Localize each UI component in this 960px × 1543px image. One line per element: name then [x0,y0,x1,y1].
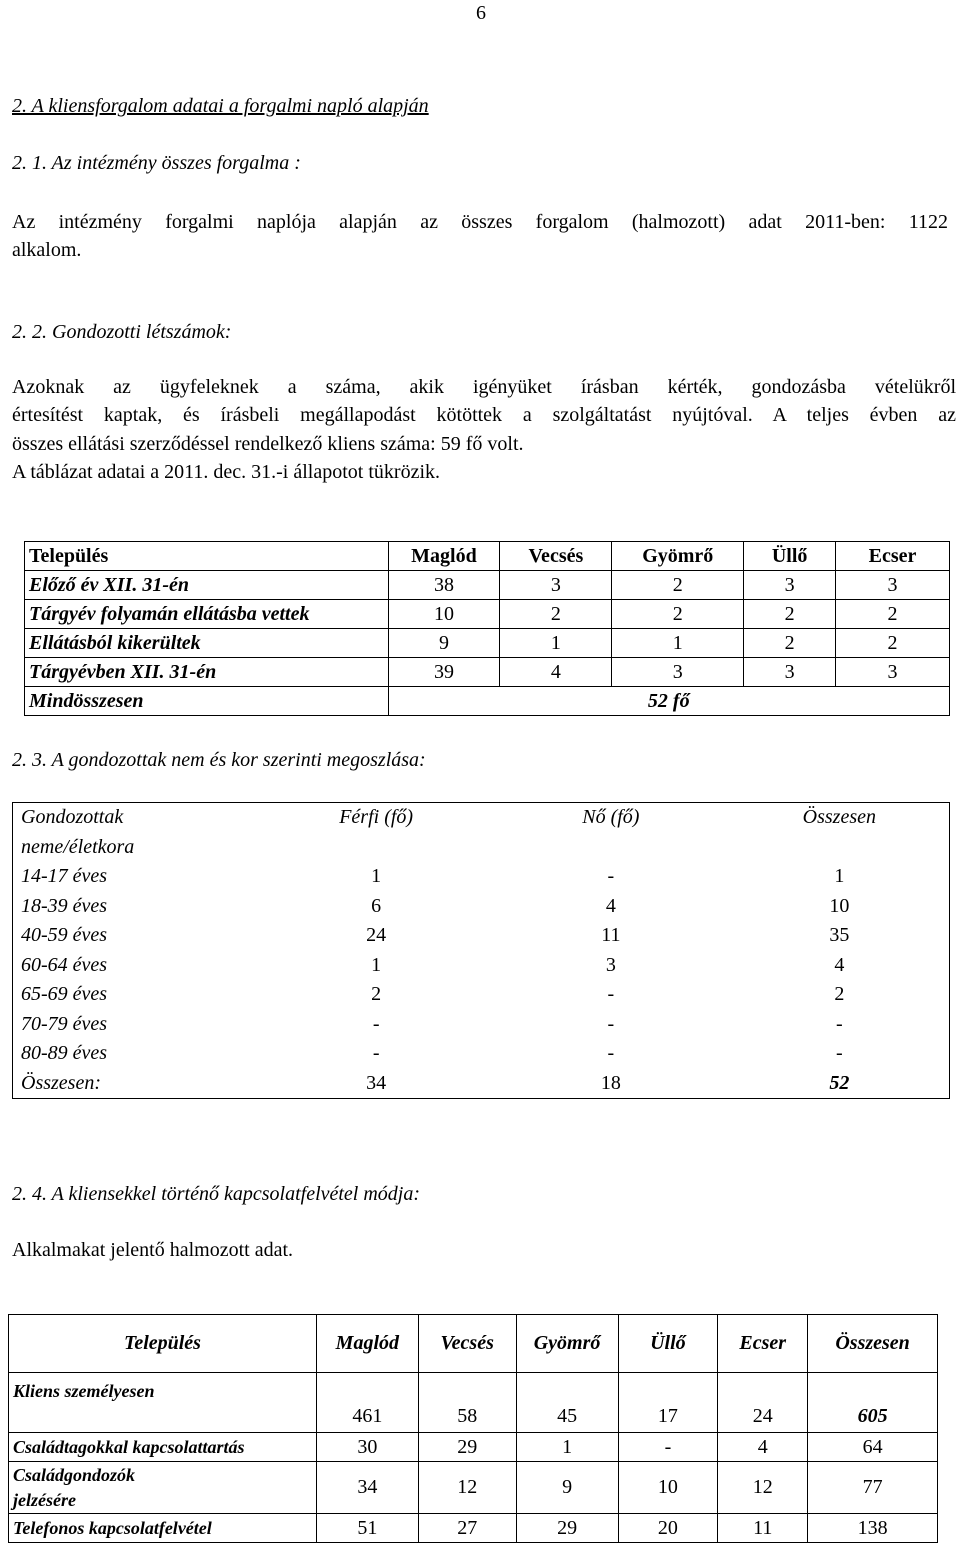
table-row [9,1514,938,1543]
cell: - [836,1042,843,1065]
cell: - [836,1012,843,1035]
table-gender-age [12,802,950,1099]
table-contact-mode [8,1314,938,1543]
table-row [13,980,950,1010]
cell: 17 [618,1373,718,1433]
table-row [25,571,950,600]
cell: - [607,1012,615,1035]
s24-heading-text: 2. 4. A kliensekkel történő kapcsolatfelvétel módja: [12,1183,421,1205]
header-cell: Gondozottak [21,806,124,829]
cell: - [372,1012,380,1035]
cell: 1 [371,953,382,976]
table-row [25,600,950,629]
cell: 2 [744,600,836,629]
cell: 3 [836,571,950,600]
table-header-row [25,542,950,571]
table-total-row [13,1069,950,1099]
cell: - [372,1042,380,1065]
page-number: 6 [476,2,486,24]
cell: 20 [618,1514,718,1543]
s21-line2: alkalom. [12,239,82,261]
cell: 3 [744,571,836,600]
cell: 2 [744,629,836,658]
cell: 1 [516,1433,618,1462]
table-row [13,1010,950,1040]
s23-heading: 2. 3. A gondozottak nem és kor szerinti megoszlása: [12,749,426,771]
s22-line2: értesítést kaptak, és írásbeli megállapodást kötöttek a szolgáltatást nyújtóval. A teljes évben az [12,404,956,426]
table-header-row-2 [13,833,950,863]
cell: 10 [618,1462,718,1514]
cell: 35 [829,924,850,947]
cell: - [607,865,615,888]
table-header-row [13,803,950,833]
cell: 77 [808,1462,938,1514]
cell: 4 [500,658,612,687]
header-cell: neme/életkora [21,835,135,858]
table-row [13,862,950,892]
table-row [25,629,950,658]
table-row [9,1433,938,1462]
row-label: Kliens személyesen [9,1373,317,1433]
cell: 9 [388,629,500,658]
cell: - [618,1433,718,1462]
s21-heading: 2. 1. Az intézmény összes forgalma : [12,152,301,174]
cell: 52 [829,1071,850,1094]
table-row [13,892,950,922]
cell: 2 [836,600,950,629]
cell: 4 [834,953,845,976]
row-label: Telefonos kapcsolatfelvétel [9,1514,317,1543]
header-cell: Ecser [718,1315,808,1373]
cell: 30 [316,1433,418,1462]
cell: 6 [371,894,382,917]
cell: 45 [516,1373,618,1433]
cell: 24 [366,924,387,947]
cell: 1 [612,629,744,658]
header-cell: Maglód [388,542,500,571]
row-label: Előző év XII. 31-én [25,571,389,600]
cell: 2 [371,983,382,1006]
s22-heading: 2. 2. Gondozotti létszámok: [12,321,232,343]
cell: 34 [316,1462,418,1514]
cell: 3 [500,571,612,600]
cell: 4 [718,1433,808,1462]
row-label: 70-79 éves [21,1012,108,1035]
header-cell: Vecsés [418,1315,516,1373]
row-label: Tárgyév folyamán ellátásba vettek [25,600,389,629]
cell: 1 [500,629,612,658]
s24-heading [12,1183,420,1206]
row-label: 18-39 éves [21,894,108,917]
cell: - [607,983,615,1006]
cell: 2 [836,629,950,658]
row-label: 65-69 éves [21,983,108,1006]
row-label: Tárgyévben XII. 31-én [25,658,389,687]
cell: 3 [744,658,836,687]
cell: 38 [388,571,500,600]
cell: 64 [808,1433,938,1462]
header-cell: Település [9,1315,317,1373]
table-row [13,1039,950,1069]
s22-line3: összes ellátási szerződéssel rendelkező kliens száma: 59 fő volt. [12,433,524,455]
cell: 9 [516,1462,618,1514]
total-label: Mindösszesen [25,687,389,716]
header-cell: Vecsés [500,542,612,571]
table-clients-by-settlement [24,541,950,716]
total-value: 52 fő [388,687,950,716]
row-label: Ellátásból kikerültek [25,629,389,658]
cell: 3 [612,658,744,687]
cell: 58 [418,1373,516,1433]
header-cell: Üllő [744,542,836,571]
cell: 2 [612,600,744,629]
header-cell: Nő (fő) [582,806,640,829]
cell: 11 [718,1514,808,1543]
cell: 605 [808,1373,938,1433]
cell: 1 [371,865,382,888]
cell: 10 [829,894,850,917]
cell: 27 [418,1514,516,1543]
cell: 39 [388,658,500,687]
cell: 3 [605,953,616,976]
cell: 12 [418,1462,516,1514]
row-label: Családgondozók jelzésére [9,1462,317,1514]
row-label: 80-89 éves [21,1042,108,1065]
row-label: 60-64 éves [21,953,108,976]
table-total-row [25,687,950,716]
table-row [25,658,950,687]
s21-line1: Az intézmény forgalmi naplója alapján az összes forgalom (halmozott) adat 2011-ben: 1122 [12,211,948,233]
header-cell: Összesen [802,806,877,829]
cell: 461 [316,1373,418,1433]
cell: 11 [601,924,621,947]
cell: 4 [605,894,616,917]
table-row [9,1462,938,1514]
cell: 34 [366,1071,387,1094]
cell: 3 [836,658,950,687]
total-label: Összesen: [21,1071,101,1094]
s22-line4: A táblázat adatai a 2011. dec. 31.-i állapotot tükrözik. [12,461,440,483]
cell: 12 [718,1462,808,1514]
header-cell: Férfi (fő) [339,806,414,829]
row-label: 40-59 éves [21,924,108,947]
cell: 51 [316,1514,418,1543]
row-label: Családtagokkal kapcsolattartás [9,1433,317,1462]
cell: 1 [834,865,845,888]
table-row [13,951,950,981]
cell: 2 [500,600,612,629]
cell: 10 [388,600,500,629]
header-cell: Gyömrő [516,1315,618,1373]
cell: - [607,1042,615,1065]
header-cell: Gyömrő [612,542,744,571]
cell: 138 [808,1514,938,1543]
cell: 2 [834,983,845,1006]
cell: 2 [612,571,744,600]
s22-line1: Azoknak az ügyfeleknek a száma, akik igényüket írásban kérték, gondozásba vételükről [12,376,956,398]
table-row [9,1373,938,1433]
header-cell: Üllő [618,1315,718,1373]
cell: 24 [718,1373,808,1433]
header-cell: Maglód [316,1315,418,1373]
header-cell: Ecser [836,542,950,571]
row-label: 14-17 éves [21,865,108,888]
header-cell: Összesen [808,1315,938,1373]
header-cell: Település [25,542,389,571]
cell: 18 [600,1071,621,1094]
cell: 29 [418,1433,516,1462]
cell: 29 [516,1514,618,1543]
table-header-row [9,1315,938,1373]
table-row [13,921,950,951]
s24-note: Alkalmakat jelentő halmozott adat. [12,1239,294,1261]
section-title: 2. A kliensforgalom adatai a forgalmi napló alapján [12,95,429,117]
